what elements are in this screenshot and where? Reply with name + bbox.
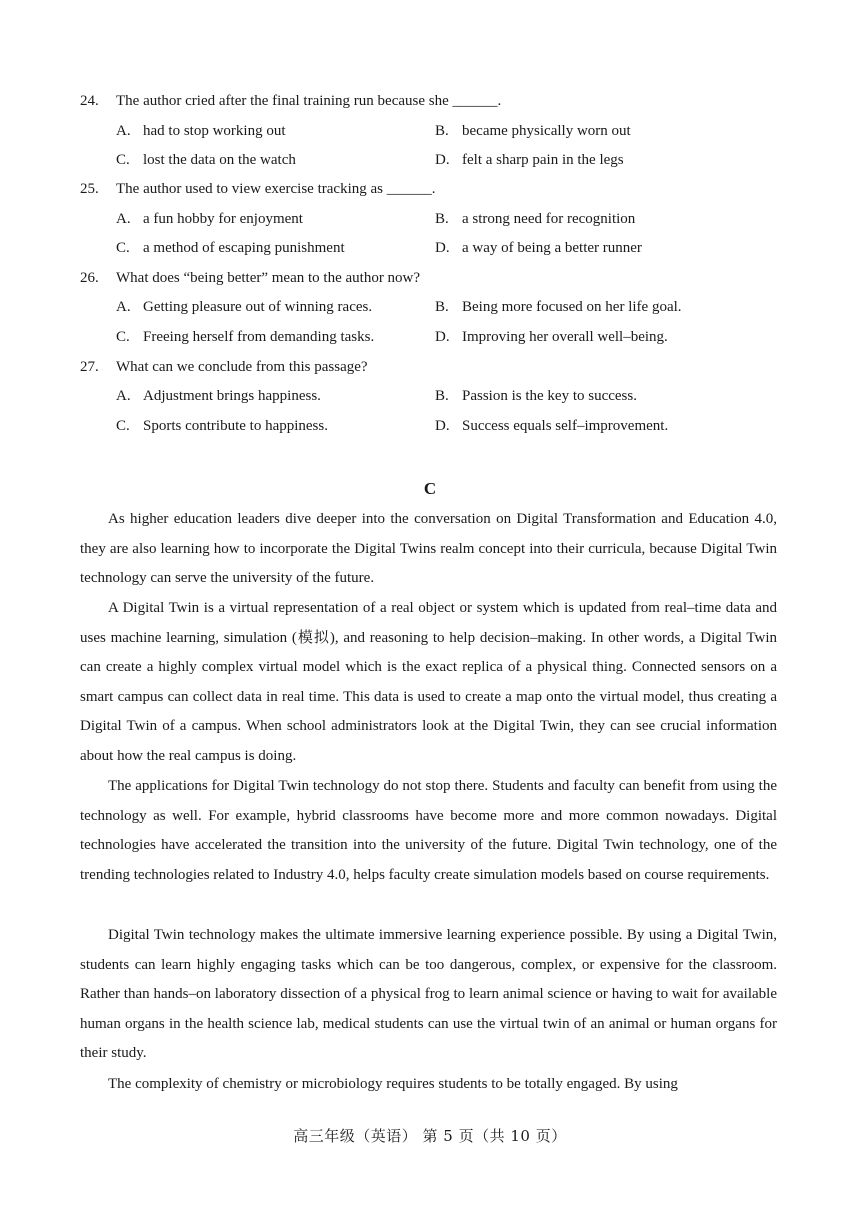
question-number: 25. [80,181,99,197]
option-text: Adjustment brings happiness. [143,388,321,404]
option-letter: A. [116,299,131,315]
question-26 [80,268,420,288]
option-letter: B. [435,211,449,227]
option-24-b [435,121,631,141]
section-title: C [423,479,437,498]
passage-paragraph-1: As higher education leaders dive deeper into the conversation on Digital Transformation and Education 4.0, they are also learning how to incorporate the Digital Twins realm concept into their curricula, because Digital Twin technology can serve the university of the future. [80,511,777,587]
option-letter: C. [116,240,130,256]
option-26-b [435,297,682,317]
option-24-c [116,150,296,170]
option-letter: C. [116,329,130,345]
question-stem: What does “being better” mean to the author now? [116,270,421,286]
option-26-a [116,297,372,317]
option-letter: B. [435,388,449,404]
option-text: Being more focused on her life goal. [462,299,682,315]
option-text: had to stop working out [143,123,286,139]
option-text: lost the data on the watch [143,152,296,168]
page-footer: 高三年级（英语） 第 5 页（共 10 页） [293,1127,567,1145]
option-24-d [435,150,624,170]
option-text: Getting pleasure out of winning races. [143,299,373,315]
option-26-c [116,327,374,347]
option-letter: A. [116,388,131,404]
option-27-a [116,386,321,406]
option-text: a fun hobby for enjoyment [143,211,303,227]
passage-paragraph-4: Digital Twin technology makes the ultimate immersive learning experience possible. By using a Digital Twin, students can learn highly engaging tasks which can be too dangerous, complex, or expensive for the classroom. Rather than hands–on laboratory dissection of a physical frog to learn animal science or having to wait for available human organs in the health science lab, medical students can use the virtual twin of an animal or human organs for their study. [80,927,777,1062]
option-27-d [435,416,668,436]
passage-paragraph-5: The complexity of chemistry or microbiology requires students to be totally engaged. By using [108,1076,678,1092]
question-27 [80,357,368,377]
option-25-d [435,238,642,258]
question-stem: The author used to view exercise tracking as ______. [116,181,436,197]
option-text: Passion is the key to success. [462,388,637,404]
option-letter: D. [435,329,450,345]
option-letter: A. [116,123,131,139]
option-text: Freeing herself from demanding tasks. [143,329,375,345]
option-27-c [116,416,328,436]
option-letter: D. [435,418,450,434]
option-27-b [435,386,637,406]
option-text: a strong need for recognition [462,211,636,227]
option-text: Success equals self–improvement. [462,418,669,434]
passage-paragraph-3: The applications for Digital Twin technology do not stop there. Students and faculty can benefit from using the technology as well. For example, hybrid classrooms have become more and more common nowadays. Digital technologies have accelerated the transition into the university of the future. Digital Twin technology, one of the trending technologies related to Industry 4.0, helps faculty create simulation models based on course requirements. [80,778,777,883]
option-text: Sports contribute to happiness. [143,418,328,434]
question-number: 27. [80,359,99,375]
option-letter: B. [435,123,449,139]
option-text: Improving her overall well–being. [462,329,668,345]
question-number: 26. [80,270,99,286]
question-number: 24. [80,93,99,109]
option-letter: B. [435,299,449,315]
option-text: a method of escaping punishment [143,240,345,256]
option-25-c [116,238,345,258]
option-text: became physically worn out [462,123,631,139]
option-letter: D. [435,240,450,256]
option-letter: A. [116,211,131,227]
option-letter: D. [435,152,450,168]
option-letter: C. [116,418,130,434]
option-25-a [116,209,303,229]
option-24-a [116,121,286,141]
question-stem: What can we conclude from this passage? [116,359,368,375]
option-text: felt a sharp pain in the legs [462,152,624,168]
option-letter: C. [116,152,130,168]
option-text: a way of being a better runner [462,240,642,256]
question-25 [80,179,435,199]
question-stem: The author cried after the final training run because she ______. [116,93,502,109]
option-26-d [435,327,668,347]
question-24 [80,91,501,111]
passage-paragraph-2: A Digital Twin is a virtual representation of a real object or system which is updated from real–time data and uses machine learning, simulation (模拟), and reasoning to help decision–making. In other words, a Digital Twin can create a highly complex virtual model which is the exact replica of a physical thing. Connected sensors on a smart campus can collect data in real time. This data is used to create a map onto the virtual model, thus creating a Digital Twin of a campus. When school administrators look at the Digital Twin, they can see crucial information about how the real campus is doing. [80,600,777,764]
option-25-b [435,209,635,229]
